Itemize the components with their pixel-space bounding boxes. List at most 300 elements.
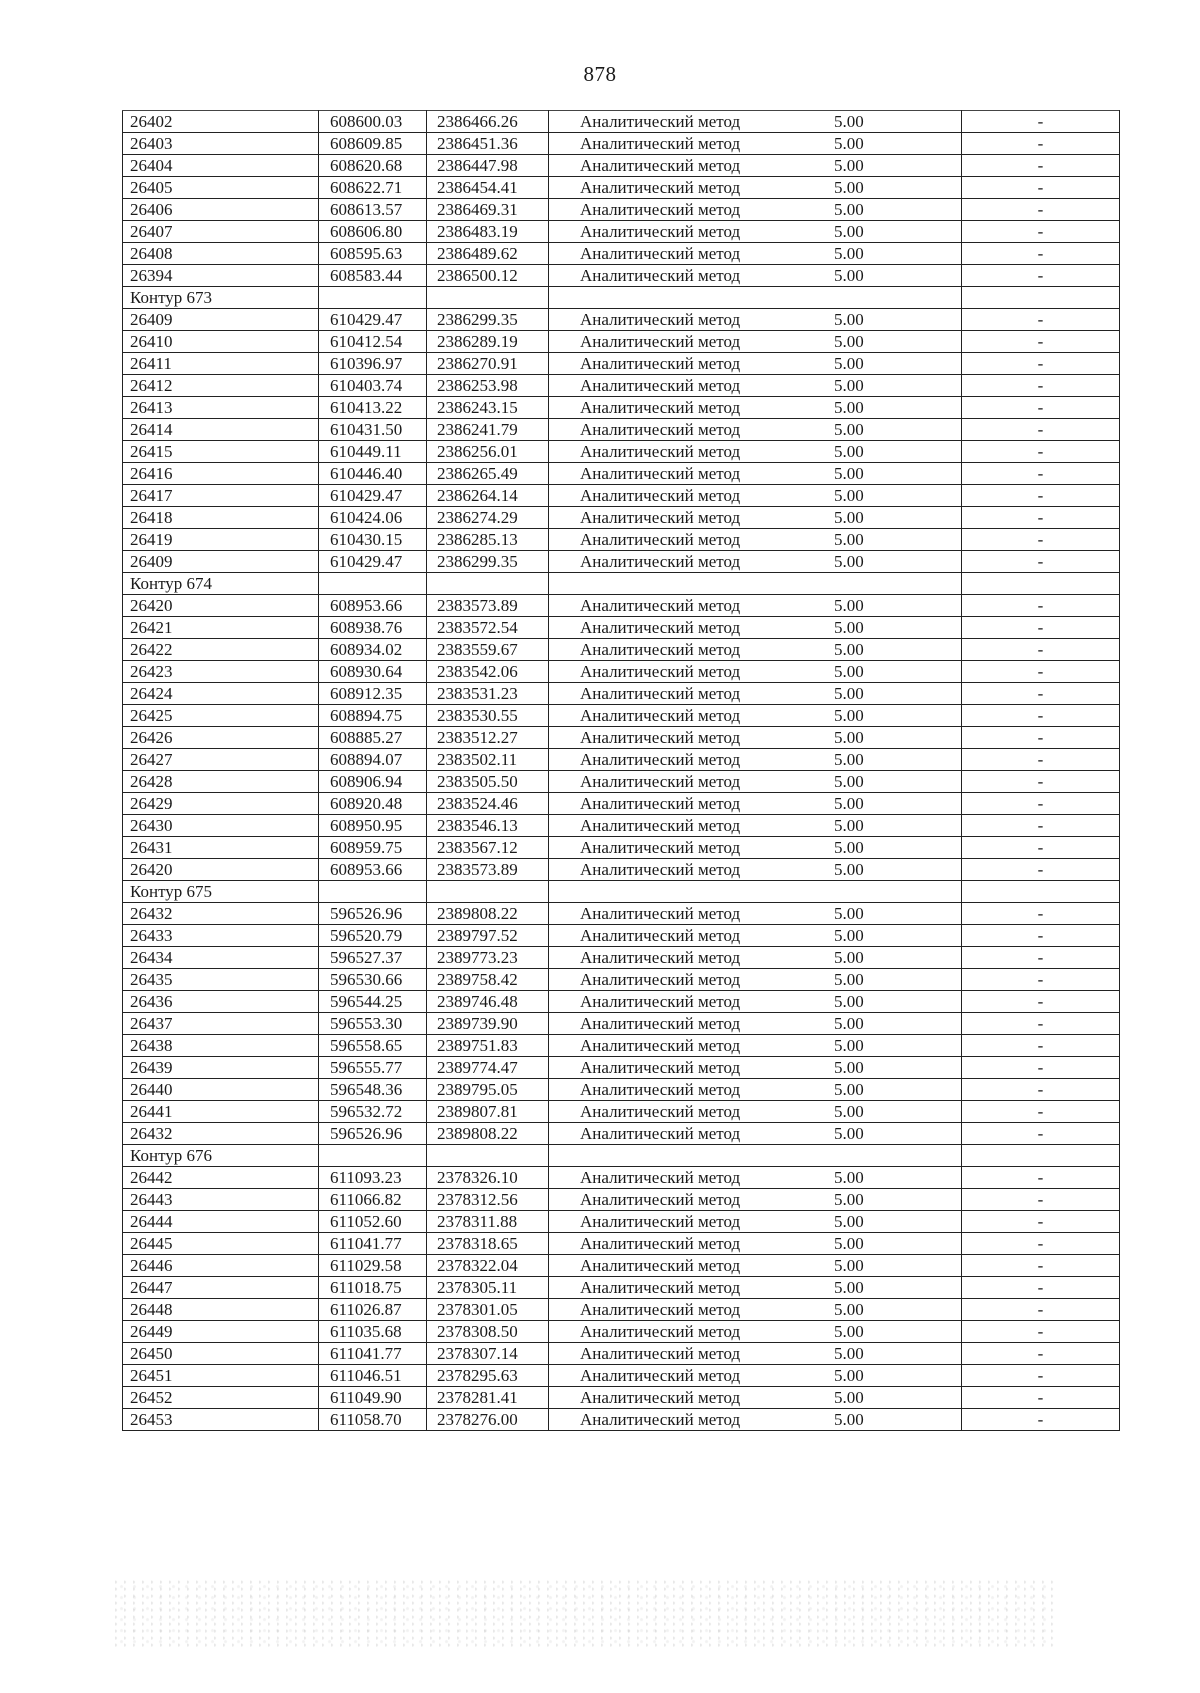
x-coordinate-cell: 608912.35 (319, 683, 427, 705)
method-accuracy-cell (549, 243, 962, 265)
method-text: Аналитический метод (580, 112, 741, 131)
scan-noise (115, 1580, 1055, 1650)
method-accuracy-cell (549, 529, 962, 551)
accuracy-value: 5.00 (834, 926, 864, 945)
description-cell: - (962, 595, 1120, 617)
y-coordinate-cell: 2378281.41 (427, 1387, 549, 1409)
method-text: Аналитический метод (580, 464, 741, 483)
description-cell: - (962, 221, 1120, 243)
point-id-cell: 26437 (123, 1013, 319, 1035)
description-cell: - (962, 507, 1120, 529)
point-id-cell: 26422 (123, 639, 319, 661)
y-coordinate-cell: 2389751.83 (427, 1035, 549, 1057)
method-accuracy-cell (549, 1409, 962, 1431)
method-text: Аналитический метод (580, 1102, 741, 1121)
y-coordinate-cell: 2386454.41 (427, 177, 549, 199)
y-coordinate-cell: 2389746.48 (427, 991, 549, 1013)
accuracy-value: 5.00 (834, 1300, 864, 1319)
description-cell: - (962, 639, 1120, 661)
description-cell: - (962, 1277, 1120, 1299)
x-coordinate-cell: 611026.87 (319, 1299, 427, 1321)
accuracy-value: 5.00 (834, 178, 864, 197)
x-coordinate-cell: 596558.65 (319, 1035, 427, 1057)
point-id-cell: 26424 (123, 683, 319, 705)
method-accuracy-cell (549, 111, 962, 133)
y-coordinate-cell: 2378308.50 (427, 1321, 549, 1343)
description-cell: - (962, 463, 1120, 485)
method-accuracy-cell (549, 837, 962, 859)
method-accuracy-cell (549, 221, 962, 243)
method-accuracy-cell (549, 1321, 962, 1343)
x-coordinate-cell: 610412.54 (319, 331, 427, 353)
accuracy-value: 5.00 (834, 530, 864, 549)
method-accuracy-cell (549, 1299, 962, 1321)
method-accuracy-cell (549, 551, 962, 573)
accuracy-value: 5.00 (834, 1410, 864, 1429)
table-row (123, 177, 1120, 199)
table-row (123, 155, 1120, 177)
method-text: Аналитический метод (580, 794, 741, 813)
accuracy-value: 5.00 (834, 332, 864, 351)
method-text: Аналитический метод (580, 1036, 741, 1055)
point-id-cell: 26411 (123, 353, 319, 375)
accuracy-value: 5.00 (834, 706, 864, 725)
x-coordinate-cell: 608885.27 (319, 727, 427, 749)
accuracy-value: 5.00 (834, 992, 864, 1011)
point-id-cell: 26450 (123, 1343, 319, 1365)
table-row (123, 419, 1120, 441)
method-accuracy-cell (549, 1101, 962, 1123)
accuracy-value: 5.00 (834, 948, 864, 967)
method-text: Аналитический метод (580, 1322, 741, 1341)
accuracy-value: 5.00 (834, 1278, 864, 1297)
method-accuracy-cell (549, 441, 962, 463)
accuracy-value: 5.00 (834, 1102, 864, 1121)
point-id-cell: 26428 (123, 771, 319, 793)
x-coordinate-cell: 608938.76 (319, 617, 427, 639)
table-row (123, 1277, 1120, 1299)
contour-header-row (123, 287, 1120, 309)
x-coordinate-cell: 611066.82 (319, 1189, 427, 1211)
x-coordinate-cell: 608894.75 (319, 705, 427, 727)
point-id-cell: 26403 (123, 133, 319, 155)
empty-cell (427, 573, 549, 595)
description-cell: - (962, 441, 1120, 463)
method-accuracy-cell (549, 507, 962, 529)
method-accuracy-cell (549, 683, 962, 705)
y-coordinate-cell: 2389758.42 (427, 969, 549, 991)
y-coordinate-cell: 2386299.35 (427, 551, 549, 573)
description-cell: - (962, 309, 1120, 331)
empty-cell (962, 573, 1120, 595)
x-coordinate-cell: 596530.66 (319, 969, 427, 991)
y-coordinate-cell: 2386264.14 (427, 485, 549, 507)
description-cell: - (962, 1013, 1120, 1035)
page-number: 878 (583, 62, 617, 86)
table-row (123, 243, 1120, 265)
description-cell: - (962, 375, 1120, 397)
point-id-cell: 26448 (123, 1299, 319, 1321)
table-row (123, 463, 1120, 485)
y-coordinate-cell: 2386447.98 (427, 155, 549, 177)
x-coordinate-cell: 610446.40 (319, 463, 427, 485)
point-id-cell: 26443 (123, 1189, 319, 1211)
y-coordinate-cell: 2383573.89 (427, 595, 549, 617)
table-row (123, 683, 1120, 705)
y-coordinate-cell: 2389795.05 (427, 1079, 549, 1101)
point-id-cell: 26434 (123, 947, 319, 969)
y-coordinate-cell: 2389808.22 (427, 1123, 549, 1145)
description-cell: - (962, 1123, 1120, 1145)
description-cell: - (962, 551, 1120, 573)
method-text: Аналитический метод (580, 1168, 741, 1187)
y-coordinate-cell: 2386253.98 (427, 375, 549, 397)
empty-cell (427, 1145, 549, 1167)
contour-label: Контур 676 (123, 1145, 319, 1167)
x-coordinate-cell: 608920.48 (319, 793, 427, 815)
x-coordinate-cell: 596553.30 (319, 1013, 427, 1035)
y-coordinate-cell: 2378305.11 (427, 1277, 549, 1299)
accuracy-value: 5.00 (834, 838, 864, 857)
description-cell: - (962, 397, 1120, 419)
description-cell: - (962, 1343, 1120, 1365)
table-row (123, 991, 1120, 1013)
y-coordinate-cell: 2386274.29 (427, 507, 549, 529)
y-coordinate-cell: 2383530.55 (427, 705, 549, 727)
contour-label: Контур 675 (123, 881, 319, 903)
description-cell: - (962, 1035, 1120, 1057)
point-id-cell: 26402 (123, 111, 319, 133)
table-row (123, 1233, 1120, 1255)
point-id-cell: 26439 (123, 1057, 319, 1079)
description-cell: - (962, 727, 1120, 749)
method-text: Аналитический метод (580, 1080, 741, 1099)
table-row (123, 1035, 1120, 1057)
table-row (123, 1013, 1120, 1035)
method-text: Аналитический метод (580, 178, 741, 197)
accuracy-value: 5.00 (834, 1124, 864, 1143)
accuracy-value: 5.00 (834, 1212, 864, 1231)
table-row (123, 507, 1120, 529)
x-coordinate-cell: 608930.64 (319, 661, 427, 683)
accuracy-value: 5.00 (834, 750, 864, 769)
method-accuracy-cell (549, 793, 962, 815)
point-id-cell: 26407 (123, 221, 319, 243)
method-text: Аналитический метод (580, 266, 741, 285)
method-accuracy-cell (549, 397, 962, 419)
method-accuracy-cell (549, 155, 962, 177)
x-coordinate-cell: 608959.75 (319, 837, 427, 859)
point-id-cell: 26442 (123, 1167, 319, 1189)
empty-cell (319, 1145, 427, 1167)
empty-cell (319, 881, 427, 903)
accuracy-value: 5.00 (834, 1014, 864, 1033)
accuracy-value: 5.00 (834, 156, 864, 175)
table-row (123, 1123, 1120, 1145)
empty-cell (319, 573, 427, 595)
accuracy-value: 5.00 (834, 1366, 864, 1385)
table-row (123, 331, 1120, 353)
y-coordinate-cell: 2383546.13 (427, 815, 549, 837)
point-id-cell: 26409 (123, 551, 319, 573)
x-coordinate-cell: 608609.85 (319, 133, 427, 155)
method-text: Аналитический метод (580, 244, 741, 263)
x-coordinate-cell: 610431.50 (319, 419, 427, 441)
point-id-cell: 26421 (123, 617, 319, 639)
description-cell: - (962, 529, 1120, 551)
description-cell: - (962, 705, 1120, 727)
point-id-cell: 26416 (123, 463, 319, 485)
method-text: Аналитический метод (580, 222, 741, 241)
point-id-cell: 26426 (123, 727, 319, 749)
table-row (123, 727, 1120, 749)
method-text: Аналитический метод (580, 662, 741, 681)
accuracy-value: 5.00 (834, 222, 864, 241)
accuracy-value: 5.00 (834, 486, 864, 505)
method-text: Аналитический метод (580, 1212, 741, 1231)
x-coordinate-cell: 608894.07 (319, 749, 427, 771)
method-text: Аналитический метод (580, 772, 741, 791)
contour-header-row (123, 573, 1120, 595)
description-cell: - (962, 815, 1120, 837)
point-id-cell: 26418 (123, 507, 319, 529)
description-cell: - (962, 837, 1120, 859)
point-id-cell: 26433 (123, 925, 319, 947)
method-accuracy-cell (549, 1189, 962, 1211)
description-cell: - (962, 617, 1120, 639)
description-cell: - (962, 925, 1120, 947)
y-coordinate-cell: 2386289.19 (427, 331, 549, 353)
point-id-cell: 26405 (123, 177, 319, 199)
point-id-cell: 26413 (123, 397, 319, 419)
accuracy-value: 5.00 (834, 376, 864, 395)
x-coordinate-cell: 596555.77 (319, 1057, 427, 1079)
table-row (123, 1255, 1120, 1277)
point-id-cell: 26446 (123, 1255, 319, 1277)
table-row (123, 485, 1120, 507)
table-row (123, 837, 1120, 859)
point-id-cell: 26429 (123, 793, 319, 815)
description-cell: - (962, 1079, 1120, 1101)
y-coordinate-cell: 2386469.31 (427, 199, 549, 221)
method-text: Аналитический метод (580, 530, 741, 549)
description-cell: - (962, 903, 1120, 925)
description-cell: - (962, 155, 1120, 177)
description-cell: - (962, 265, 1120, 287)
point-id-cell: 26431 (123, 837, 319, 859)
method-text: Аналитический метод (580, 310, 741, 329)
empty-cell (427, 287, 549, 309)
y-coordinate-cell: 2386241.79 (427, 419, 549, 441)
y-coordinate-cell: 2378301.05 (427, 1299, 549, 1321)
y-coordinate-cell: 2378295.63 (427, 1365, 549, 1387)
x-coordinate-cell: 608906.94 (319, 771, 427, 793)
x-coordinate-cell: 608595.63 (319, 243, 427, 265)
y-coordinate-cell: 2378318.65 (427, 1233, 549, 1255)
accuracy-value: 5.00 (834, 970, 864, 989)
point-id-cell: 26406 (123, 199, 319, 221)
point-id-cell: 26451 (123, 1365, 319, 1387)
x-coordinate-cell: 596526.96 (319, 1123, 427, 1145)
method-accuracy-cell (549, 1365, 962, 1387)
accuracy-value: 5.00 (834, 266, 864, 285)
point-id-cell: 26436 (123, 991, 319, 1013)
accuracy-value: 5.00 (834, 464, 864, 483)
method-accuracy-cell (549, 1057, 962, 1079)
method-text: Аналитический метод (580, 750, 741, 769)
y-coordinate-cell: 2378312.56 (427, 1189, 549, 1211)
y-coordinate-cell: 2383567.12 (427, 837, 549, 859)
accuracy-value: 5.00 (834, 772, 864, 791)
description-cell: - (962, 199, 1120, 221)
description-cell: - (962, 243, 1120, 265)
x-coordinate-cell: 611052.60 (319, 1211, 427, 1233)
description-cell: - (962, 749, 1120, 771)
point-id-cell: 26452 (123, 1387, 319, 1409)
y-coordinate-cell: 2378326.10 (427, 1167, 549, 1189)
table-row (123, 771, 1120, 793)
y-coordinate-cell: 2378311.88 (427, 1211, 549, 1233)
y-coordinate-cell: 2386500.12 (427, 265, 549, 287)
point-id-cell: 26440 (123, 1079, 319, 1101)
description-cell: - (962, 1211, 1120, 1233)
description-cell: - (962, 1255, 1120, 1277)
x-coordinate-cell: 611035.68 (319, 1321, 427, 1343)
method-accuracy-cell (549, 1167, 962, 1189)
y-coordinate-cell: 2386489.62 (427, 243, 549, 265)
accuracy-value: 5.00 (834, 904, 864, 923)
point-id-cell: 26394 (123, 265, 319, 287)
accuracy-value: 5.00 (834, 508, 864, 527)
method-accuracy-cell (549, 947, 962, 969)
accuracy-value: 5.00 (834, 860, 864, 879)
accuracy-value: 5.00 (834, 134, 864, 153)
y-coordinate-cell: 2386265.49 (427, 463, 549, 485)
empty-cell (427, 881, 549, 903)
method-text: Аналитический метод (580, 706, 741, 725)
x-coordinate-cell: 608622.71 (319, 177, 427, 199)
point-id-cell: 26417 (123, 485, 319, 507)
point-id-cell: 26412 (123, 375, 319, 397)
empty-cell (962, 287, 1120, 309)
method-text: Аналитический метод (580, 1278, 741, 1297)
description-cell: - (962, 969, 1120, 991)
point-id-cell: 26430 (123, 815, 319, 837)
accuracy-value: 5.00 (834, 1234, 864, 1253)
method-accuracy-cell (549, 639, 962, 661)
x-coordinate-cell: 608953.66 (319, 859, 427, 881)
y-coordinate-cell: 2383573.89 (427, 859, 549, 881)
y-coordinate-cell: 2386256.01 (427, 441, 549, 463)
method-accuracy-cell (549, 309, 962, 331)
method-accuracy-cell (549, 1343, 962, 1365)
table-row (123, 947, 1120, 969)
y-coordinate-cell: 2383542.06 (427, 661, 549, 683)
method-accuracy-cell (549, 1079, 962, 1101)
empty-cell (962, 881, 1120, 903)
method-text: Аналитический метод (580, 640, 741, 659)
point-id-cell: 26447 (123, 1277, 319, 1299)
method-accuracy-cell (549, 991, 962, 1013)
method-text: Аналитический метод (580, 970, 741, 989)
method-text: Аналитический метод (580, 926, 741, 945)
description-cell: - (962, 1167, 1120, 1189)
x-coordinate-cell: 611018.75 (319, 1277, 427, 1299)
method-accuracy-cell (549, 1255, 962, 1277)
accuracy-value: 5.00 (834, 420, 864, 439)
x-coordinate-cell: 610429.47 (319, 309, 427, 331)
contour-label: Контур 674 (123, 573, 319, 595)
y-coordinate-cell: 2386299.35 (427, 309, 549, 331)
y-coordinate-cell: 2386285.13 (427, 529, 549, 551)
method-accuracy-cell (549, 463, 962, 485)
point-id-cell: 26415 (123, 441, 319, 463)
method-accuracy-cell (549, 331, 962, 353)
method-text: Аналитический метод (580, 1300, 741, 1319)
description-cell: - (962, 133, 1120, 155)
x-coordinate-cell: 608600.03 (319, 111, 427, 133)
table-row (123, 551, 1120, 573)
method-accuracy-cell (549, 265, 962, 287)
description-cell: - (962, 991, 1120, 1013)
x-coordinate-cell: 610424.06 (319, 507, 427, 529)
accuracy-value: 5.00 (834, 1080, 864, 1099)
table-row (123, 1167, 1120, 1189)
method-accuracy-cell (549, 771, 962, 793)
x-coordinate-cell: 608620.68 (319, 155, 427, 177)
method-accuracy-cell (549, 1013, 962, 1035)
description-cell: - (962, 1101, 1120, 1123)
method-accuracy-cell (549, 133, 962, 155)
description-cell: - (962, 1233, 1120, 1255)
y-coordinate-cell: 2389773.23 (427, 947, 549, 969)
method-text: Аналитический метод (580, 134, 741, 153)
method-text: Аналитический метод (580, 508, 741, 527)
y-coordinate-cell: 2383572.54 (427, 617, 549, 639)
table-row (123, 529, 1120, 551)
table-row (123, 1057, 1120, 1079)
accuracy-value: 5.00 (834, 398, 864, 417)
description-cell: - (962, 331, 1120, 353)
method-text: Аналитический метод (580, 992, 741, 1011)
y-coordinate-cell: 2386270.91 (427, 353, 549, 375)
method-accuracy-cell (549, 1123, 962, 1145)
method-text: Аналитический метод (580, 1058, 741, 1077)
method-text: Аналитический метод (580, 728, 741, 747)
method-text: Аналитический метод (580, 1410, 741, 1429)
method-text: Аналитический метод (580, 1124, 741, 1143)
method-accuracy-cell (549, 727, 962, 749)
table-row (123, 903, 1120, 925)
accuracy-value: 5.00 (834, 684, 864, 703)
empty-cell (549, 573, 962, 595)
description-cell: - (962, 1409, 1120, 1431)
x-coordinate-cell: 608583.44 (319, 265, 427, 287)
accuracy-value: 5.00 (834, 1168, 864, 1187)
method-text: Аналитический метод (580, 486, 741, 505)
method-accuracy-cell (549, 859, 962, 881)
x-coordinate-cell: 608950.95 (319, 815, 427, 837)
point-id-cell: 26410 (123, 331, 319, 353)
table-row (123, 1101, 1120, 1123)
x-coordinate-cell: 608606.80 (319, 221, 427, 243)
table-row (123, 353, 1120, 375)
x-coordinate-cell: 596548.36 (319, 1079, 427, 1101)
y-coordinate-cell: 2386466.26 (427, 111, 549, 133)
point-id-cell: 26444 (123, 1211, 319, 1233)
table-row (123, 793, 1120, 815)
method-text: Аналитический метод (580, 156, 741, 175)
